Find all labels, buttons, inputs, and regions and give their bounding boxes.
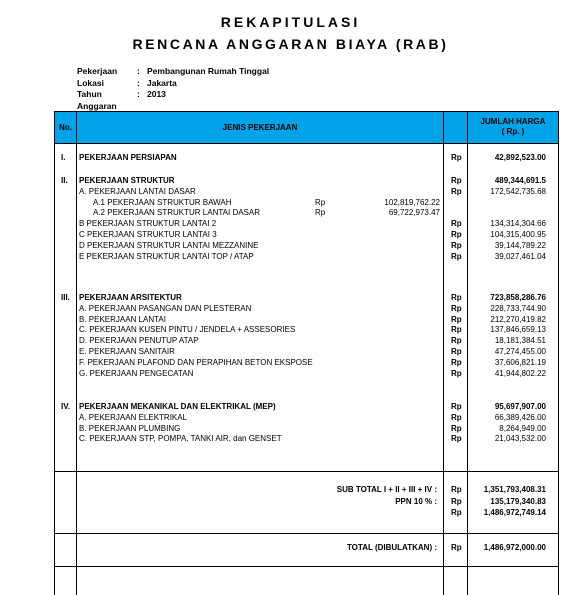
item-value: 8,264,949.00 (499, 423, 546, 433)
item-label: A.2 PEKERJAAN STRUKTUR LANTAI DASAR (93, 208, 260, 218)
project-info (77, 66, 269, 112)
item-label: C. PEKERJAAN KUSEN PINTU / JENDELA + ASSESORIES (79, 325, 296, 335)
item-value: 39,027,461.04 (494, 251, 546, 261)
currency-label: Rp (451, 508, 462, 517)
currency-label: Rp (451, 251, 462, 261)
currency-label: Rp (451, 497, 462, 506)
currency-label: Rp (451, 325, 462, 335)
currency-label: Rp (451, 402, 462, 411)
item-label: C PEKERJAAN STRUKTUR LANTAI 3 (79, 230, 217, 239)
meta-row: Tahun Anggaran : 2013 (77, 89, 166, 111)
currency-label: Rp (451, 240, 462, 250)
item-label: E. PEKERJAAN SANITAIR (79, 347, 175, 356)
currency-label: Rp (451, 230, 462, 239)
document-subtitle: RENCANA ANGGARAN BIAYA (RAB) (132, 36, 449, 52)
subtotal-value: 1,351,793,408.31 (483, 485, 546, 494)
item-value: 47,274,455.00 (494, 347, 546, 356)
header-jenis-pekerjaan: JENIS PEKERJAAN (222, 123, 298, 132)
section-number: II. (61, 176, 68, 185)
currency-label: Rp (451, 357, 462, 367)
item-label: F. PEKERJAAN PLAFOND DAN PERAPIHAN BETON EKSPOSE (79, 357, 313, 367)
sub-item-value: 69,722,973.47 (388, 208, 440, 218)
currency-label: Rp (451, 336, 462, 346)
currency-label: Rp (451, 314, 462, 324)
item-value: 212,270,419.82 (490, 314, 546, 324)
currency-label: Rp (451, 303, 462, 313)
item-label: A.1 PEKERJAAN STRUKTUR BAWAH (93, 197, 232, 207)
item-value: 228,733,744.90 (490, 303, 546, 313)
item-label: B. PEKERJAAN LANTAI (79, 314, 166, 324)
currency-label: Rp (451, 176, 462, 185)
section-title: PEKERJAAN STRUKTUR (79, 176, 175, 185)
item-value: 134,314,304.66 (490, 219, 546, 229)
currency-label: Rp (315, 208, 326, 218)
item-value: 37,606,821.19 (494, 357, 546, 367)
item-label: D PEKERJAAN STRUKTUR LANTAI MEZZANINE (79, 240, 259, 250)
ppn-label: PPN 10 % : (395, 497, 437, 506)
item-value: 39,144,789.22 (494, 240, 546, 250)
meta-value: Pembangunan Rumah Tinggal (147, 66, 270, 76)
currency-label: Rp (451, 293, 462, 302)
currency-label: Rp (451, 368, 462, 378)
item-value: 104,315,400.95 (490, 230, 546, 239)
grand-total-value: 1,486,972,749.14 (483, 508, 546, 517)
meta-key: Lokasi (77, 77, 104, 88)
header-rp: ( Rp. ) (501, 127, 525, 136)
currency-label: Rp (451, 153, 462, 162)
item-value: 18,181,384.51 (494, 336, 546, 346)
item-label: B. PEKERJAAN PLUMBING (79, 423, 181, 433)
subtotal-label: SUB TOTAL I + II + III + IV : (336, 485, 437, 494)
currency-label: Rp (451, 219, 462, 229)
item-value: 21,043,532.00 (494, 434, 546, 444)
item-label: D. PEKERJAAN PENUTUP ATAP (79, 336, 199, 346)
total-rounded-value: 1,486,972,000.00 (483, 543, 546, 552)
meta-key: Pekerjaan (77, 66, 118, 76)
sub-item-value: 102,819,762.22 (384, 197, 440, 207)
total-rounded-label: TOTAL (DIBULATKAN) : (346, 543, 437, 552)
meta-key: Tahun Anggaran (77, 89, 117, 111)
currency-label: Rp (451, 186, 462, 196)
item-value: 172,542,735.68 (490, 186, 546, 196)
currency-label: Rp (315, 197, 326, 207)
section-number: IV. (61, 402, 71, 411)
currency-label: Rp (451, 434, 462, 444)
currency-label: Rp (451, 543, 462, 552)
ppn-value: 135,179,340.83 (490, 497, 546, 506)
item-value: 137,846,659.13 (490, 325, 546, 335)
meta-value: Jakarta (147, 77, 177, 88)
item-label: G. PEKERJAAN PENGECATAN (79, 368, 194, 378)
currency-label: Rp (451, 423, 462, 433)
meta-value: 2013 (147, 89, 166, 99)
section-title: PEKERJAAN ARSITEKTUR (79, 293, 182, 302)
currency-label: Rp (451, 485, 462, 494)
section-total: 42,892,523.00 (494, 153, 546, 162)
item-label: E PEKERJAAN STRUKTUR LANTAI TOP / ATAP (79, 251, 254, 261)
section-number: I. (61, 153, 66, 162)
section-total: 489,344,691.5 (494, 176, 546, 185)
item-label: A. PEKERJAAN PASANGAN DAN PLESTERAN (79, 303, 252, 313)
header-no: No. (59, 123, 72, 132)
section-number: III. (61, 293, 70, 302)
item-label: A. PEKERJAAN ELEKTRIKAL (79, 412, 188, 422)
section-title: PEKERJAAN PERSIAPAN (79, 153, 177, 162)
item-label: C. PEKERJAAN STP, POMPA, TANKI AIR, dan GENSET (79, 434, 282, 444)
section-total: 95,697,907.00 (494, 402, 546, 411)
item-value: 41,944,802.22 (494, 368, 546, 378)
section-title: PEKERJAAN MEKANIKAL DAN ELEKTRIKAL (MEP) (79, 402, 276, 411)
currency-label: Rp (451, 412, 462, 422)
section-total: 723,858,286.76 (490, 293, 546, 302)
item-label: B PEKERJAAN STRUKTUR LANTAI 2 (79, 219, 217, 229)
item-value: 66,389,426.00 (494, 412, 546, 422)
document-title: REKAPITULASI (220, 14, 361, 30)
currency-label: Rp (451, 347, 462, 356)
meta-row: Pekerjaan : Pembangunan Rumah Tinggal (77, 66, 270, 76)
meta-row: Lokasi : Jakarta (77, 77, 177, 88)
header-jumlah-harga: JUMLAH HARGA (480, 117, 546, 126)
item-label: A. PEKERJAAN LANTAI DASAR (79, 186, 196, 196)
